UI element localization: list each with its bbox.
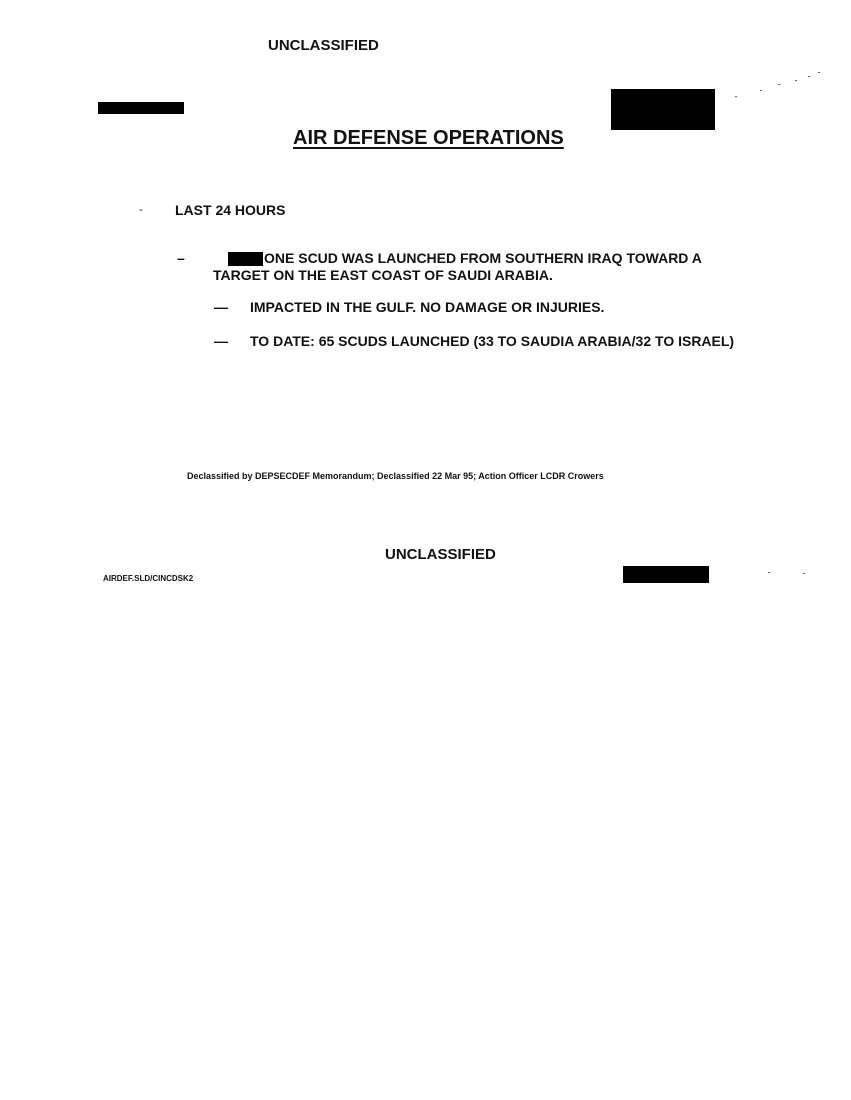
scan-speck — [818, 72, 820, 73]
redaction-block-inline — [228, 252, 263, 266]
subitem-text: TO DATE: 65 SCUDS LAUNCHED (33 TO SAUDIA ARABIA/32 TO ISRAEL) — [250, 333, 735, 349]
scan-speck — [808, 76, 810, 77]
scan-speck — [735, 96, 737, 97]
subitem-bullet: — — [214, 299, 228, 315]
scan-speck — [768, 572, 770, 573]
item-text-line-1: ONE SCUD WAS LAUNCHED FROM SOUTHERN IRAQ TOWARD A — [264, 250, 702, 266]
scan-speck — [803, 573, 805, 574]
subitem-bullet: — — [214, 333, 228, 349]
scan-speck — [760, 90, 762, 91]
subitem-text: IMPACTED IN THE GULF. NO DAMAGE OR INJURIES. — [250, 299, 605, 315]
section-heading: LAST 24 HOURS — [175, 202, 286, 218]
redaction-block-bottom-right — [623, 566, 709, 583]
page-title: AIR DEFENSE OPERATIONS — [293, 127, 564, 149]
declassification-note: Declassified by DEPSECDEF Memorandum; Declassified 22 Mar 95; Action Officer LCDR Crowers — [187, 471, 604, 481]
item-bullet: – — [177, 250, 185, 266]
bottom-classification-marking: UNCLASSIFIED — [385, 546, 496, 563]
scan-speck — [795, 80, 797, 81]
redaction-block-top-left — [98, 102, 184, 114]
section-bullet: - — [139, 204, 143, 216]
redaction-block-top-right — [611, 89, 715, 130]
scan-speck — [778, 84, 780, 85]
item-text-line-2: TARGET ON THE EAST COAST OF SAUDI ARABIA. — [213, 267, 553, 283]
top-classification-marking: UNCLASSIFIED — [268, 37, 379, 54]
file-reference: AIRDEF.SLD/CINCDSK2 — [103, 574, 194, 583]
